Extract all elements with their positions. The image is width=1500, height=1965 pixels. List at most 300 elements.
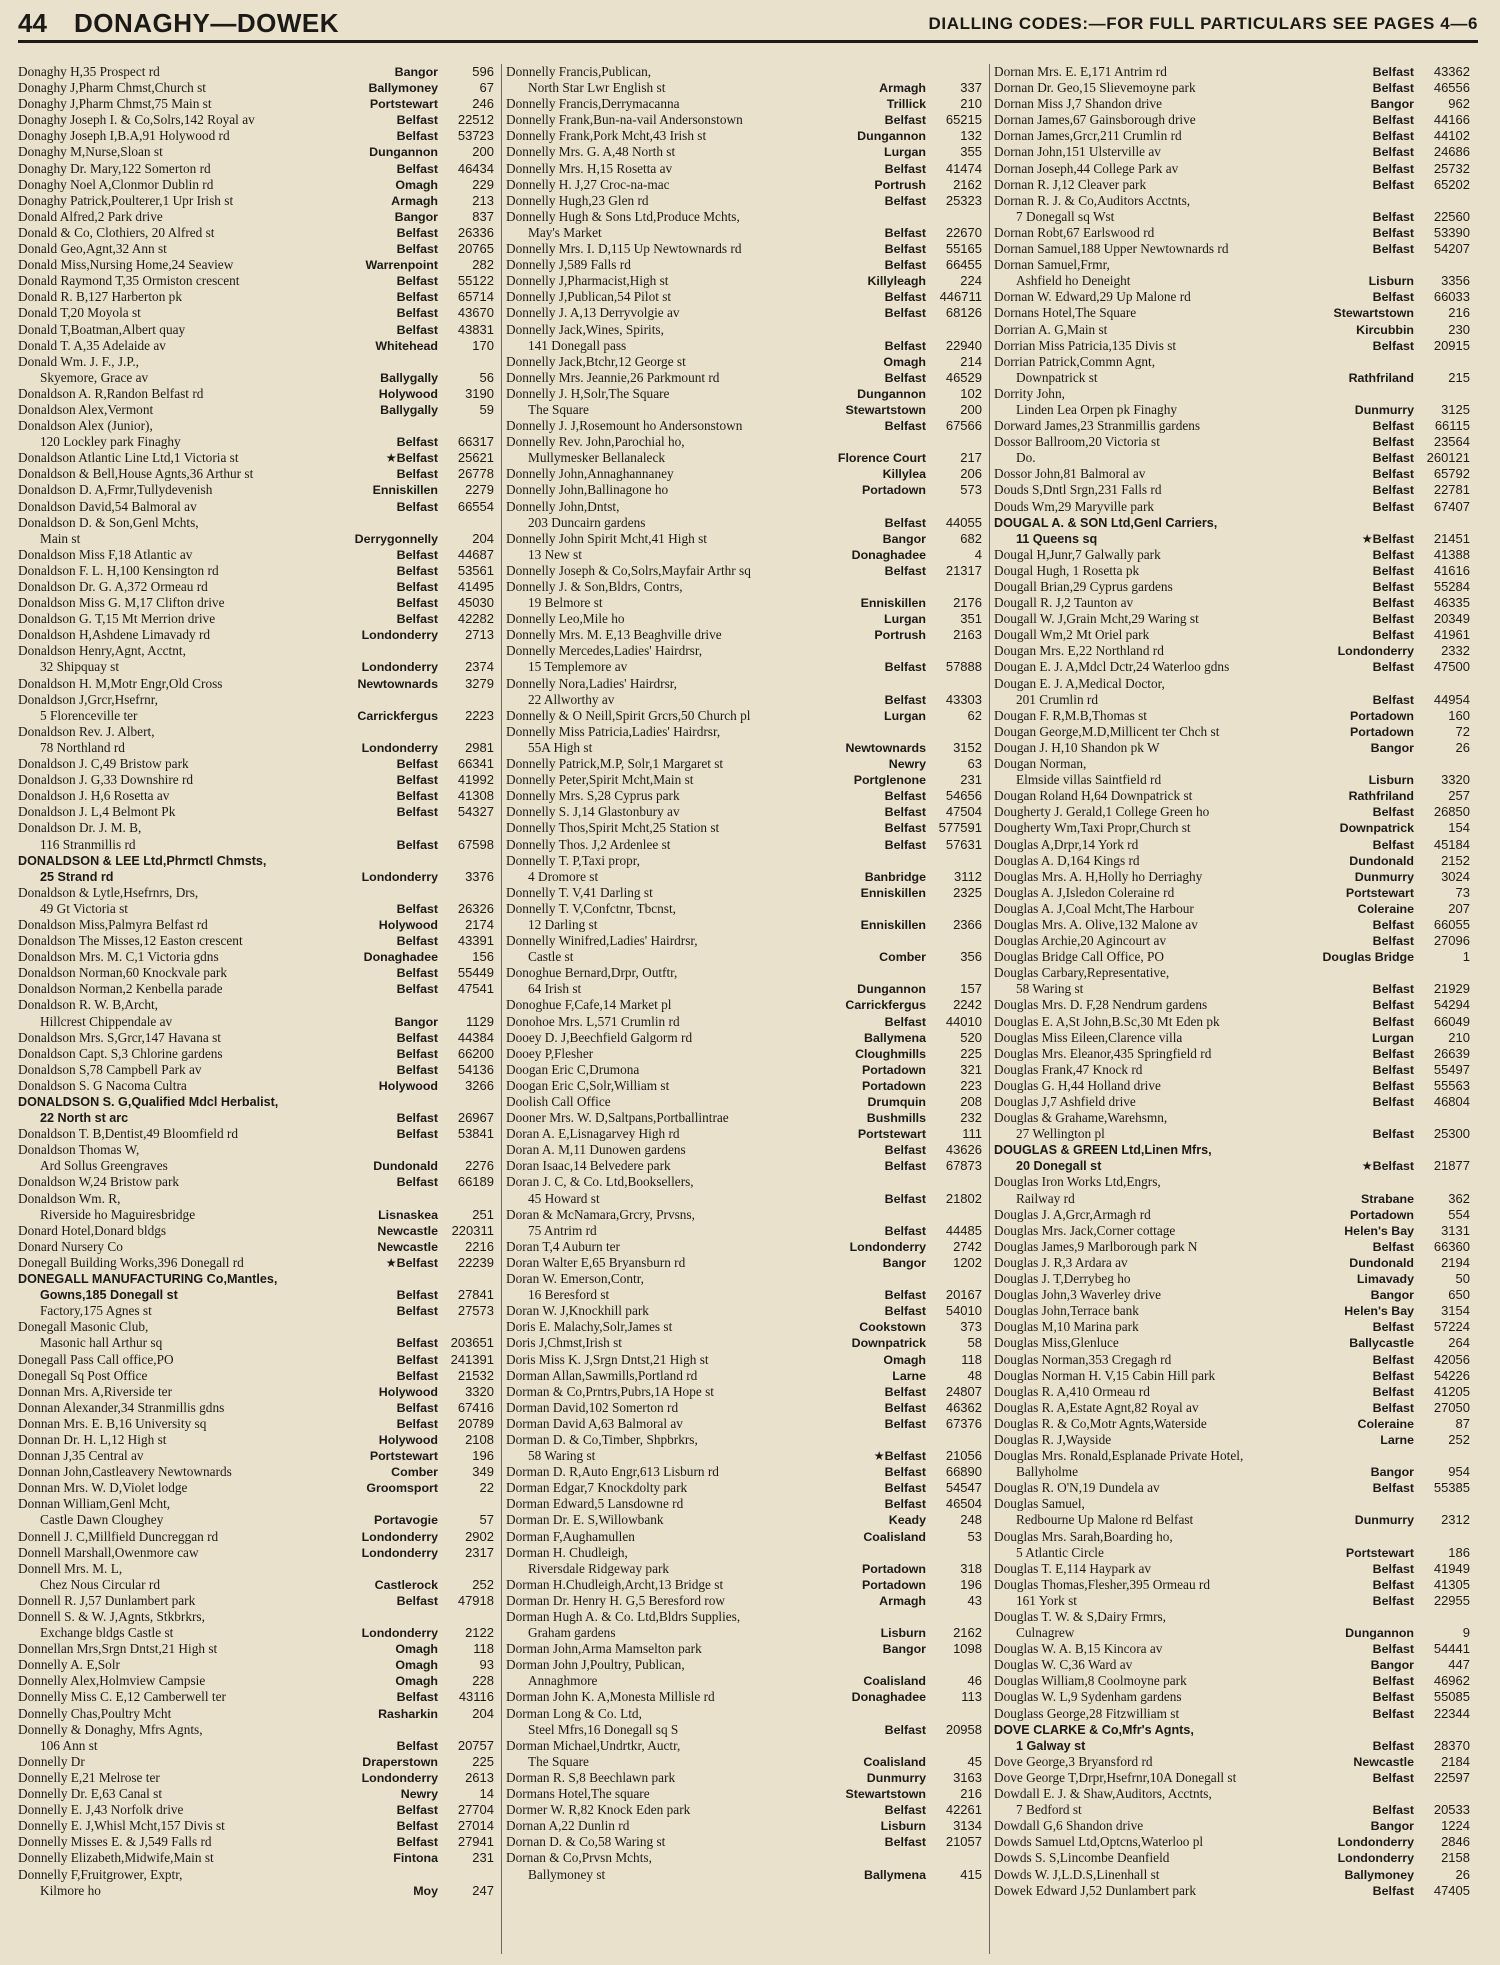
listing-number: 46335 — [1433, 595, 1470, 611]
listing-entry — [994, 1400, 1472, 1416]
listing-entry — [506, 370, 984, 386]
listing-exchange: ★Belfast — [1361, 531, 1414, 546]
listing-entry — [18, 1689, 496, 1705]
listing-name: Donaldson J. C,49 Bristow park — [18, 756, 189, 772]
listing-exchange: Portstewart — [369, 1449, 438, 1464]
listing-exchange: Belfast — [1372, 1481, 1414, 1496]
listing-name: Dornan & Co,Prvsn Mchts, — [506, 1850, 652, 1866]
listing-entry — [18, 1368, 496, 1384]
listing-number: 27941 — [457, 1834, 494, 1850]
listing-entry — [994, 1593, 1472, 1609]
listing-entry — [506, 96, 984, 112]
listing-name: Douglas Samuel, — [994, 1496, 1085, 1512]
listing-entry — [18, 225, 496, 241]
listing-name: Steel Mfrs,16 Donegall sq S — [528, 1721, 679, 1737]
listing-entry — [994, 804, 1472, 820]
listing-name: Donaldson Mrs. S,Grcr,147 Havana st — [18, 1029, 221, 1045]
listing-exchange: Belfast — [1372, 65, 1414, 79]
listing-entry — [506, 1545, 984, 1561]
listing-entry — [994, 949, 1472, 965]
listing-entry — [994, 853, 1472, 869]
listing-name: Dowdall G,6 Shandon drive — [994, 1818, 1144, 1834]
listing-entry — [18, 837, 496, 853]
listing-entry — [506, 740, 984, 756]
listing-entry — [506, 853, 984, 869]
listing-exchange: Belfast — [884, 1835, 926, 1850]
listing-entry — [18, 1271, 496, 1287]
listing-entry — [994, 1158, 1472, 1174]
listing-entry — [18, 1335, 496, 1351]
listing-exchange: Newcastle — [377, 1239, 438, 1254]
listing-name: Dorman David A,63 Balmoral av — [506, 1415, 683, 1431]
listing-number: 196 — [960, 1576, 982, 1592]
listing-name: Donnelly J. & Son,Bldrs, Contrs, — [506, 579, 683, 594]
listing-exchange: Belfast — [884, 1481, 926, 1496]
listing-name: Dormans Hotel,The square — [506, 1786, 650, 1802]
listing-entry — [506, 1818, 984, 1834]
listing-entry — [994, 1432, 1472, 1448]
listing-entry — [994, 1255, 1472, 1271]
listing-entry — [506, 1689, 984, 1705]
listing-name: Donard Hotel,Donard bldgs — [18, 1222, 167, 1238]
listing-name: Douglas Norman H. V,15 Cabin Hill park — [994, 1367, 1216, 1383]
listing-number: 54010 — [945, 1303, 982, 1319]
listing-exchange: Belfast — [1372, 1078, 1414, 1093]
listing-number: 318 — [960, 1560, 982, 1576]
listing-entry — [994, 1802, 1472, 1818]
listing-number: 257 — [1448, 788, 1470, 804]
listing-entry — [506, 1062, 984, 1078]
listing-name: Dougall W. J,Grain Mcht,29 Waring st — [994, 611, 1199, 627]
listing-name: Donnelly T. V,41 Darling st — [506, 884, 653, 900]
listing-exchange: Belfast — [1372, 612, 1414, 627]
listing-exchange: Bangor — [1370, 1465, 1414, 1480]
listing-number: 21317 — [945, 562, 982, 578]
listing-entry — [994, 1287, 1472, 1303]
listing-entry — [506, 1432, 984, 1448]
listing-entry — [18, 1126, 496, 1142]
listing-exchange: Londonderry — [361, 1529, 438, 1544]
listing-entry — [506, 1448, 984, 1464]
listing-name: Doran T,4 Auburn ter — [506, 1238, 620, 1254]
listing-number: 3024 — [1441, 868, 1470, 884]
listing-exchange: Londonderry — [361, 740, 438, 755]
listing-number: 224 — [960, 273, 982, 289]
listing-name: Dorman John J,Poultry, Publican, — [506, 1657, 685, 1673]
listing-exchange: Belfast — [396, 789, 438, 804]
listing-exchange: Belfast — [1372, 998, 1414, 1013]
listing-number: 349 — [472, 1464, 494, 1480]
listing-name: Donnelly & Donaghy, Mfrs Agnts, — [18, 1721, 203, 1737]
listing-exchange: Belfast — [396, 773, 438, 788]
listing-exchange: Portadown — [861, 1561, 926, 1576]
listing-exchange: Holywood — [378, 386, 438, 401]
listing-exchange: Belfast — [1372, 1770, 1414, 1785]
listing-entry — [18, 1609, 496, 1625]
listing-exchange: Belfast — [396, 901, 438, 916]
listing-number: 45030 — [457, 595, 494, 611]
listing-name: Dorman Allan,Sawmills,Portland rd — [506, 1367, 698, 1383]
listing-exchange: Derrygonnelly — [354, 531, 438, 546]
listing-name: Dorman F,Aughamullen — [506, 1528, 635, 1544]
listing-entry — [18, 1319, 496, 1335]
listing-number: 41305 — [1433, 1576, 1470, 1592]
listing-exchange: Belfast — [396, 1288, 438, 1303]
listing-exchange: Ballymoney — [1344, 1867, 1414, 1882]
listing-name: Douglas J,7 Ashfield drive — [994, 1094, 1136, 1109]
listing-exchange: Belfast — [884, 113, 926, 128]
listing-entry — [994, 1014, 1472, 1030]
listing-number: 573 — [960, 482, 982, 498]
listing-name: Donegall Building Works,396 Donegall rd — [18, 1254, 244, 1270]
listing-entry — [506, 289, 984, 305]
listing-exchange: Londonderry — [849, 1239, 926, 1254]
listing-number: 231 — [960, 772, 982, 788]
listing-entry — [506, 1722, 984, 1738]
listing-number: 3154 — [1441, 1303, 1470, 1319]
listing-name: Donnelly Jack,Wines, Spirits, — [506, 321, 664, 337]
listing-name: Douglas William,8 Coolmoyne park — [994, 1673, 1187, 1689]
listing-entry — [18, 740, 496, 756]
listing-entry — [506, 531, 984, 547]
listing-exchange: Larne — [892, 1368, 926, 1383]
listing-entry — [506, 1834, 984, 1850]
listing-number: 46804 — [1433, 1094, 1470, 1109]
listing-exchange: Armagh — [879, 1593, 926, 1608]
listing-exchange: Belfast — [1372, 1320, 1414, 1335]
listing-name: Downpatrick st — [1016, 369, 1098, 385]
listing-number: 43831 — [457, 321, 494, 337]
listing-exchange: Belfast — [1372, 499, 1414, 514]
listing-number: 41308 — [457, 788, 494, 804]
listing-number: 446711 — [939, 289, 982, 305]
listing-entry — [18, 579, 496, 595]
listing-entry — [506, 1030, 984, 1046]
listing-exchange: Belfast — [1372, 628, 1414, 643]
listing-name: Donaghy H,35 Prospect rd — [18, 64, 160, 79]
listing-exchange: Bangor — [1370, 97, 1414, 112]
listing-entry — [994, 627, 1472, 643]
listing-number: 21451 — [1433, 530, 1470, 546]
listing-number: 20789 — [457, 1415, 494, 1431]
listing-entry — [994, 112, 1472, 128]
listing-number: 25300 — [1433, 1126, 1470, 1142]
listing-number: 2325 — [953, 884, 982, 900]
listing-name: 19 Belmore st — [528, 595, 603, 611]
listing-exchange: Newry — [400, 1787, 438, 1802]
listing-name: Main st — [40, 530, 81, 546]
listing-name: Douglas Mrs. Ronald,Esplanade Private Hotel, — [994, 1448, 1244, 1464]
listing-name: Dougan George,M.D,Millicent ter Chch st — [994, 723, 1220, 739]
listing-entry — [18, 788, 496, 804]
listing-exchange: Dunmurry — [1354, 402, 1414, 417]
listing-name: Culnagrew — [1016, 1625, 1075, 1641]
listing-name: Railway rd — [1016, 1190, 1075, 1206]
listing-number: 73 — [1455, 884, 1470, 900]
listing-name: Exchange bldgs Castle st — [40, 1625, 174, 1641]
listing-exchange: Belfast — [1372, 209, 1414, 224]
listing-name: Douglas Iron Works Ltd,Engrs, — [994, 1174, 1161, 1190]
listing-exchange: Belfast — [1372, 1368, 1414, 1383]
listing-number: 231 — [472, 1850, 494, 1866]
listing-entry — [994, 96, 1472, 112]
listing-name: Dornan Mrs. E. E,171 Antrim rd — [994, 64, 1167, 79]
listing-exchange: Belfast — [1372, 435, 1414, 450]
listing-entry — [18, 724, 496, 740]
listing-number: 373 — [960, 1319, 982, 1335]
listing-entry — [18, 1303, 496, 1319]
listing-name: Douds Wm,29 Maryville park — [994, 498, 1155, 514]
listing-name: Dorman John,Arma Mamselton park — [506, 1641, 702, 1657]
listing-entry — [506, 1126, 984, 1142]
listing-name: Donnelly J,589 Falls rd — [506, 257, 631, 273]
listing-number: 65792 — [1433, 466, 1470, 482]
listing-entry — [994, 1078, 1472, 1094]
listing-entry — [506, 1255, 984, 1271]
listing-exchange: Belfast — [396, 1835, 438, 1850]
listing-exchange: Belfast — [884, 338, 926, 353]
listing-exchange: Belfast — [396, 1352, 438, 1367]
listing-name: Dorman H.Chudleigh,Archt,13 Bridge st — [506, 1576, 724, 1592]
listing-number: 66189 — [457, 1174, 494, 1190]
listing-exchange: Newcastle — [377, 1223, 438, 1238]
listing-number: 2108 — [465, 1431, 494, 1447]
listing-entry — [506, 1496, 984, 1512]
listing-entry — [506, 257, 984, 273]
listing-number: 225 — [960, 1045, 982, 1061]
listing-entry — [994, 885, 1472, 901]
listing-name: Douglas R. A,Estate Agnt,82 Royal av — [994, 1399, 1199, 1415]
listing-entry — [18, 531, 496, 547]
listing-entry — [18, 305, 496, 321]
listing-name: 116 Stranmillis rd — [40, 836, 136, 852]
listing-entry — [994, 917, 1472, 933]
listing-entry — [18, 1480, 496, 1496]
directory-column-1 — [18, 64, 496, 1954]
listing-exchange: Stewartstown — [845, 1787, 926, 1802]
listing-name: Donaldson David,54 Balmoral av — [18, 498, 197, 514]
listing-exchange: Belfast — [1372, 483, 1414, 498]
listing-exchange: Holywood — [378, 1384, 438, 1399]
listing-name: Douglas R. & Co,Motr Agnts,Waterside — [994, 1415, 1207, 1431]
listing-exchange: Dundonald — [1349, 1255, 1414, 1270]
listing-entry — [18, 1673, 496, 1689]
listing-entry — [506, 724, 984, 740]
listing-number: 554 — [1448, 1206, 1470, 1222]
listing-name: Douglas Mrs. A. H,Holly ho Derriaghy — [994, 868, 1203, 884]
listing-exchange: Londonderry — [1337, 1835, 1414, 1850]
listing-exchange: Londonderry — [1337, 644, 1414, 659]
listing-exchange: Belfast — [884, 290, 926, 305]
listing-entry — [18, 901, 496, 917]
listing-name: Donaldson W,24 Bristow park — [18, 1174, 180, 1190]
listing-exchange: Omagh — [395, 177, 438, 192]
listing-number: 67566 — [945, 418, 982, 434]
listing-number: 22239 — [457, 1254, 494, 1270]
listing-entry — [18, 466, 496, 482]
listing-exchange: Bangor — [1370, 1819, 1414, 1834]
listing-name: Donaldson Alex (Junior), — [18, 418, 153, 434]
listing-entry — [18, 1174, 496, 1190]
listing-exchange: Belfast — [396, 1819, 438, 1834]
listing-name: Douglas Carbary,Representative, — [994, 965, 1170, 981]
listing-number: 41961 — [1433, 627, 1470, 643]
listing-exchange: Ballymena — [864, 1030, 926, 1045]
listing-entry — [994, 1319, 1472, 1335]
listing-entry — [18, 257, 496, 273]
listing-name: Dorman R. S,8 Beechlawn park — [506, 1769, 676, 1785]
listing-name: Douglas Mrs. D. F,28 Nendrum gardens — [994, 997, 1208, 1013]
listing-number: 21929 — [1433, 981, 1470, 997]
listing-number: 207 — [1448, 900, 1470, 916]
listing-name: DONEGALL MANUFACTURING Co,Mantles, — [18, 1272, 278, 1287]
listing-exchange: Belfast — [884, 242, 926, 257]
listing-exchange: Belfast — [1372, 1352, 1414, 1367]
listing-name: 11 Queens sq — [1016, 531, 1098, 546]
listing-name: Dorman Long & Co. Ltd, — [506, 1705, 642, 1721]
listing-exchange: Ballygally — [380, 402, 438, 417]
listing-entry — [18, 1384, 496, 1400]
listing-entry — [18, 1706, 496, 1722]
listing-name: 106 Ann st — [40, 1737, 98, 1753]
listing-number: 46504 — [945, 1496, 982, 1512]
listing-number: 20757 — [457, 1737, 494, 1753]
listing-name: Donnelly Elizabeth,Midwife,Main st — [18, 1850, 214, 1866]
listing-entry — [18, 708, 496, 724]
listing-name: Donaghy J,Pharm Chmst,75 Main st — [18, 96, 212, 112]
listing-exchange: Belfast — [396, 1111, 438, 1126]
listing-exchange: Portglenone — [853, 773, 926, 788]
listing-name: Donnan William,Genl Mcht, — [18, 1496, 171, 1512]
listing-exchange: Portadown — [861, 483, 926, 498]
listing-name: Mullymesker Bellanaleck — [528, 450, 665, 466]
listing-number: 217 — [960, 450, 982, 466]
listing-entry — [506, 1625, 984, 1641]
listing-entry — [18, 547, 496, 563]
listing-name: Donnelly E. J,Whisl Mcht,157 Divis st — [18, 1818, 225, 1834]
listing-exchange: Dungannon — [1345, 1626, 1414, 1641]
listing-exchange: Whitehead — [375, 338, 438, 353]
listing-name: Donaldson Miss,Palmyra Belfast rd — [18, 916, 208, 932]
listing-entry — [506, 466, 984, 482]
listing-name: Donnelly Miss Patricia,Ladies' Hairdrsr, — [506, 723, 721, 739]
listing-number: 25323 — [945, 192, 982, 208]
listing-number: 22940 — [945, 337, 982, 353]
listing-exchange: Belfast — [1372, 1062, 1414, 1077]
listing-entry — [506, 1352, 984, 1368]
listing-exchange: Belfast — [396, 1127, 438, 1142]
listing-exchange: Belfast — [1372, 563, 1414, 578]
listing-number: 186 — [1448, 1544, 1470, 1560]
listing-exchange: Belfast — [1372, 242, 1414, 257]
listing-exchange: Comber — [391, 1465, 438, 1480]
listing-number: 20167 — [945, 1287, 982, 1303]
listing-name: Douglas R. A,410 Ormeau rd — [994, 1383, 1150, 1399]
listing-entry — [18, 1400, 496, 1416]
listing-number: 22781 — [1433, 482, 1470, 498]
listing-entry — [506, 80, 984, 96]
listing-name: Dornan W. Edward,29 Up Malone rd — [994, 289, 1191, 305]
listing-entry — [994, 1174, 1472, 1190]
listing-name: Dornan D. & Co,58 Waring st — [506, 1834, 666, 1850]
listing-name: DOVE CLARKE & Co,Mfr's Agnts, — [994, 1722, 1194, 1737]
listing-number: 67 — [479, 80, 494, 96]
listing-entry — [994, 241, 1472, 257]
listing-exchange: Strabane — [1360, 1191, 1414, 1206]
listing-number: 66055 — [1433, 916, 1470, 932]
listing-exchange: Holywood — [378, 917, 438, 932]
listing-name: Dornan Samuel,188 Upper Newtownards rd — [994, 241, 1229, 257]
listing-number: 43 — [967, 1592, 982, 1608]
listing-name: Donald T. A,35 Adelaide av — [18, 337, 166, 353]
listing-number: 200 — [960, 401, 982, 417]
listing-number: 57631 — [945, 836, 982, 852]
listing-number: 27096 — [1433, 933, 1470, 949]
listing-number: 22344 — [1433, 1705, 1470, 1721]
listing-exchange: Belfast — [1372, 1384, 1414, 1399]
listing-exchange: Dungannon — [369, 145, 438, 160]
listing-number: 1224 — [1441, 1818, 1470, 1834]
listing-entry — [506, 1738, 984, 1754]
listing-entry — [506, 1384, 984, 1400]
listing-entry — [506, 563, 984, 579]
listing-name: Donald Alfred,2 Park drive — [18, 208, 163, 224]
listing-entry — [18, 112, 496, 128]
listing-exchange: Londonderry — [361, 869, 438, 884]
listing-exchange: Trillick — [886, 97, 926, 112]
listing-exchange: Groomsport — [366, 1481, 438, 1496]
listing-name: Douglas A. D,164 Kings rd — [994, 852, 1140, 868]
listing-entry — [506, 756, 984, 772]
listing-name: Dougall Wm,2 Mt Oriel park — [994, 627, 1150, 643]
listing-entry — [18, 64, 496, 80]
listing-entry — [506, 1786, 984, 1802]
listing-number: 415 — [960, 1866, 982, 1882]
listing-entry — [18, 193, 496, 209]
listing-entry — [18, 1448, 496, 1464]
listing-entry — [994, 772, 1472, 788]
listing-number: 14 — [479, 1786, 494, 1802]
listing-entry — [18, 1834, 496, 1850]
listing-name: Donnelly E,21 Melrose ter — [18, 1769, 160, 1785]
listing-entry — [994, 1770, 1472, 1786]
listing-entry — [994, 1062, 1472, 1078]
listing-entry — [506, 1287, 984, 1303]
listing-name: Douglas John,Terrace bank — [994, 1303, 1139, 1319]
listing-exchange: Donaghadee — [851, 547, 926, 562]
listing-exchange: ★Belfast — [385, 1255, 438, 1270]
listing-number: 118 — [473, 1641, 494, 1657]
listing-exchange: Comber — [879, 950, 926, 965]
listing-exchange: Belfast — [1372, 1014, 1414, 1029]
listing-exchange: Belfast — [1372, 451, 1414, 466]
listing-exchange: Lisburn — [880, 1626, 926, 1641]
listing-entry — [18, 1657, 496, 1673]
listing-exchange: Portstewart — [1345, 885, 1414, 900]
listing-entry — [18, 563, 496, 579]
listing-exchange: Portstewart — [857, 1127, 926, 1142]
listing-name: Donaldson The Misses,12 Easton crescent — [18, 933, 243, 949]
listing-name: Donnell S. & W. J,Agnts, Stkbrkrs, — [18, 1609, 205, 1624]
listing-entry — [994, 161, 1472, 177]
listing-exchange: Belfast — [1372, 1593, 1414, 1608]
listing-name: Dougan Norman, — [994, 756, 1087, 772]
listing-number: 65215 — [945, 112, 982, 128]
listing-entry — [994, 80, 1472, 96]
listing-name: Donaghy Dr. Mary,122 Somerton rd — [18, 160, 211, 176]
listing-number: 321 — [960, 1061, 982, 1077]
listing-number: 228 — [472, 1673, 494, 1689]
